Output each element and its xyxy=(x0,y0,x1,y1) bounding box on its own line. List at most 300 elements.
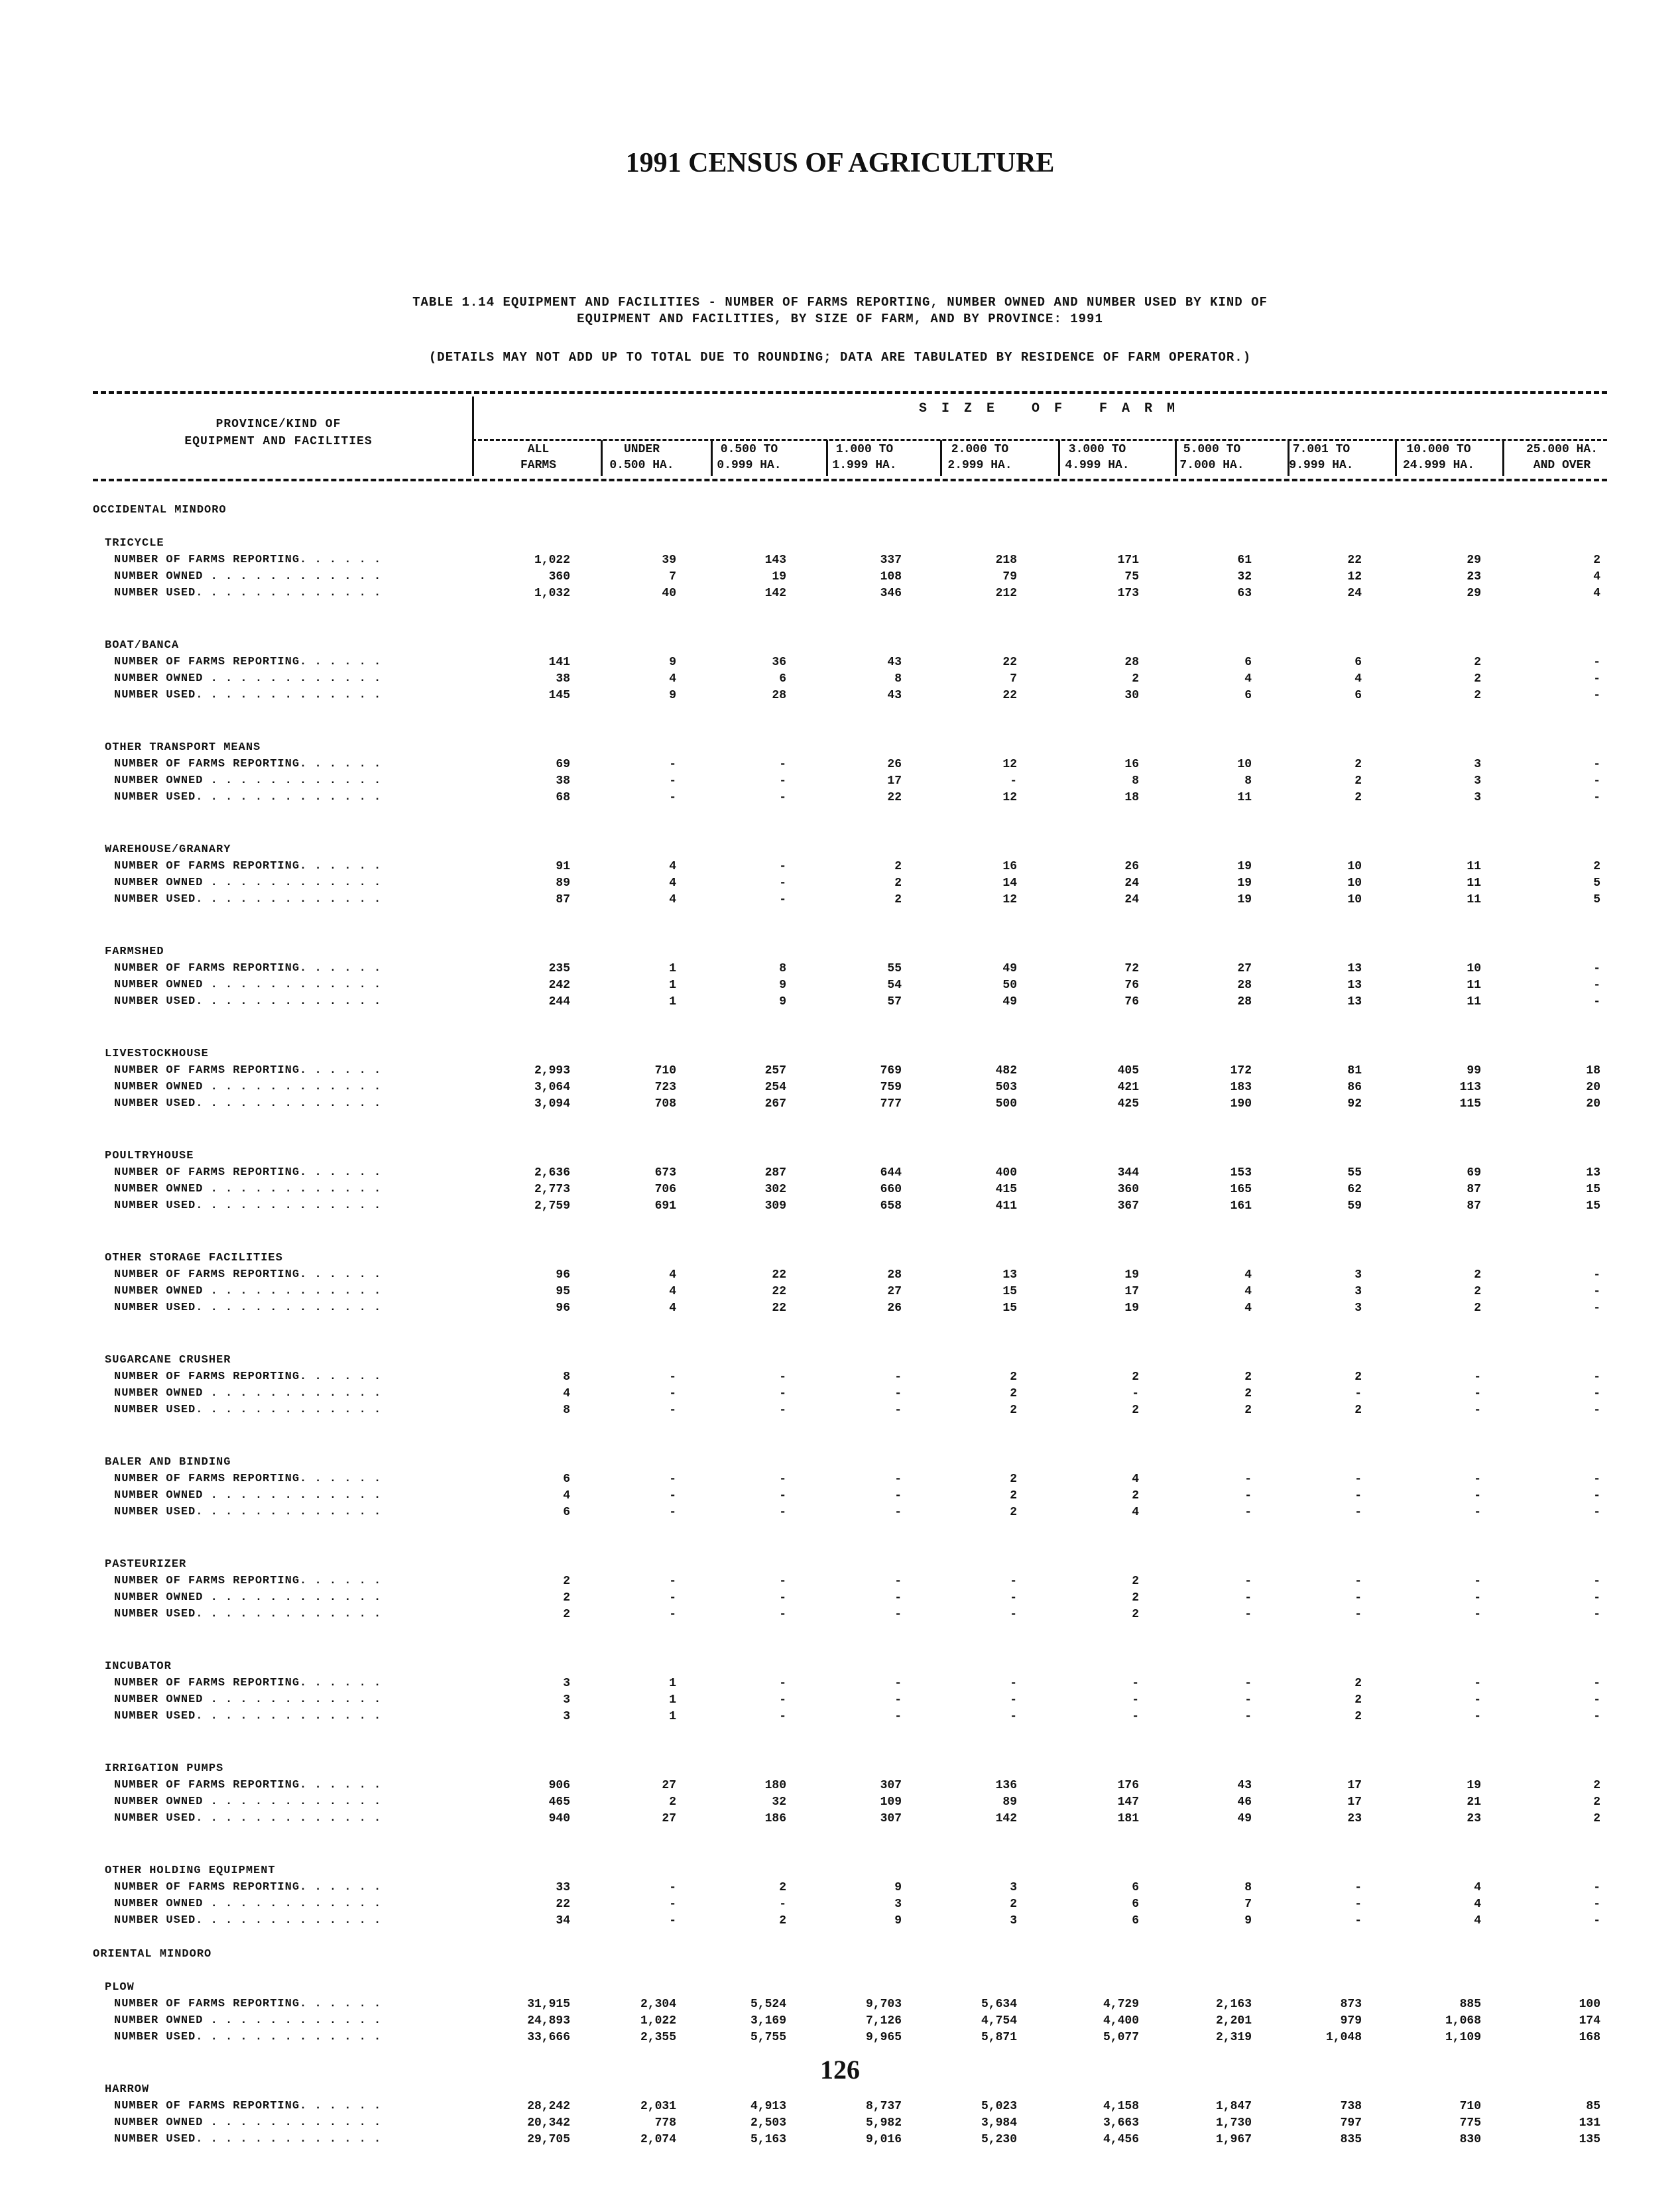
table-cell: 20 xyxy=(1586,1097,1600,1111)
table-cell: 153 xyxy=(1230,1166,1252,1180)
stub-header-line-2: EQUIPMENT AND FACILITIES xyxy=(184,435,373,448)
table-cell: - xyxy=(669,758,676,771)
table-cell: 26 xyxy=(887,758,902,771)
table-cell: 22 xyxy=(887,791,902,804)
table-cell: 2 xyxy=(1474,1268,1481,1282)
column-header xyxy=(699,442,799,473)
table-cell: 9,965 xyxy=(865,2031,902,2044)
table-cell: 24,893 xyxy=(527,2014,570,2028)
table-cell: 5 xyxy=(1593,877,1600,890)
table-cell: 49 xyxy=(1002,962,1017,975)
table-cell: 75 xyxy=(1124,570,1139,583)
row-label-owned: NUMBER OWNED . . . . . . . . . . . . xyxy=(114,877,382,889)
table-cell: 2 xyxy=(669,1795,676,1809)
table-cell: 147 xyxy=(1117,1795,1139,1809)
table-cell: 2 xyxy=(1132,1591,1139,1605)
column-header-line1: 0.500 TO xyxy=(720,443,778,456)
table-cell: 2 xyxy=(1474,656,1481,669)
table-cell: - xyxy=(1593,758,1600,771)
table-cell: 6 xyxy=(779,672,786,686)
table-cell: 69 xyxy=(556,758,570,771)
column-divider xyxy=(1288,440,1290,476)
table-cell: 115 xyxy=(1459,1097,1481,1111)
table-cell: - xyxy=(669,791,676,804)
table-cell: 2 xyxy=(1474,1302,1481,1315)
column-divider xyxy=(472,396,474,476)
table-cell: 2 xyxy=(1132,1608,1139,1621)
equipment-group-title: PASTEURIZER xyxy=(105,1558,187,1571)
table-cell: 244 xyxy=(548,995,570,1008)
column-divider xyxy=(1175,440,1177,476)
table-cell: 22 xyxy=(556,1898,570,1911)
table-cell: - xyxy=(1593,1285,1600,1298)
table-cell: 19 xyxy=(772,570,786,583)
table-cell: - xyxy=(669,1387,676,1400)
table-cell: 5,871 xyxy=(981,2031,1017,2044)
table-cell: 4,400 xyxy=(1103,2014,1139,2028)
column-header-line2: FARMS xyxy=(520,459,556,472)
table-cell: 4 xyxy=(1474,1881,1481,1894)
table-cell: 19 xyxy=(1467,1779,1481,1792)
table-cell: 29 xyxy=(1467,587,1481,600)
table-cell: - xyxy=(1010,1608,1017,1621)
table-cell: 87 xyxy=(556,893,570,906)
table-cell: 4 xyxy=(669,672,676,686)
table-cell: 9 xyxy=(669,689,676,702)
row-label-reporting: NUMBER OF FARMS REPORTING. . . . . . xyxy=(114,1881,382,1894)
table-cell: - xyxy=(1593,774,1600,788)
table-cell: - xyxy=(1474,1710,1481,1723)
table-cell: 9 xyxy=(779,995,786,1008)
equipment-group-title: SUGARCANE CRUSHER xyxy=(105,1354,231,1367)
table-cell: 411 xyxy=(995,1199,1017,1213)
table-cell: 2,773 xyxy=(534,1183,570,1196)
table-cell: 4,754 xyxy=(981,2014,1017,2028)
table-cell: 415 xyxy=(995,1183,1017,1196)
table-cell: 2 xyxy=(1010,1387,1017,1400)
table-cell: 96 xyxy=(556,1302,570,1315)
table-cell: 31,915 xyxy=(527,1998,570,2011)
table-cell: 85 xyxy=(1586,2100,1600,2113)
table-cell: - xyxy=(1354,1575,1362,1588)
table-cell: 660 xyxy=(880,1183,902,1196)
table-cell: 1,847 xyxy=(1215,2100,1252,2113)
row-label-reporting: NUMBER OF FARMS REPORTING. . . . . . xyxy=(114,962,382,975)
row-label-owned: NUMBER OWNED . . . . . . . . . . . . xyxy=(114,774,382,787)
table-cell: 2,636 xyxy=(534,1166,570,1180)
table-cell: 1 xyxy=(669,962,676,975)
size-header-rule xyxy=(472,439,1607,441)
table-cell: - xyxy=(1593,1506,1600,1519)
table-cell: 89 xyxy=(1002,1795,1017,1809)
table-cell: 23 xyxy=(1467,1812,1481,1825)
table-cell: - xyxy=(779,1387,786,1400)
column-divider xyxy=(1395,440,1397,476)
table-cell: 16 xyxy=(1124,758,1139,771)
table-cell: 190 xyxy=(1230,1097,1252,1111)
table-cell: - xyxy=(669,1575,676,1588)
table-cell: 10 xyxy=(1237,758,1252,771)
table-cell: - xyxy=(894,1677,902,1690)
table-cell: 108 xyxy=(880,570,902,583)
row-label-reporting: NUMBER OF FARMS REPORTING. . . . . . xyxy=(114,1779,382,1792)
table-cell: 309 xyxy=(764,1199,786,1213)
table-cell: - xyxy=(1010,774,1017,788)
table-cell: 2 xyxy=(894,860,902,873)
table-cell: 113 xyxy=(1459,1081,1481,1094)
column-header-line1: 10.000 TO xyxy=(1406,443,1471,456)
table-cell: 28,242 xyxy=(527,2100,570,2113)
equipment-group-title: WAREHOUSE/GRANARY xyxy=(105,843,231,856)
table-cell: 2,993 xyxy=(534,1064,570,1077)
table-cell: 131 xyxy=(1579,2116,1600,2130)
row-label-reporting: NUMBER OF FARMS REPORTING. . . . . . xyxy=(114,2100,382,2112)
row-label-owned: NUMBER OWNED . . . . . . . . . . . . xyxy=(114,1591,382,1604)
table-cell: - xyxy=(779,1710,786,1723)
table-cell: - xyxy=(779,1591,786,1605)
table-cell: 4,456 xyxy=(1103,2133,1139,2146)
table-cell: - xyxy=(1354,1608,1362,1621)
table-cell: 4 xyxy=(563,1387,570,1400)
table-cell: 5,023 xyxy=(981,2100,1017,2113)
table-cell: 1,068 xyxy=(1445,2014,1481,2028)
column-header-line2: 9.999 HA. xyxy=(1289,459,1354,472)
row-label-used: NUMBER USED. . . . . . . . . . . . . xyxy=(114,1812,382,1825)
table-cell: 4 xyxy=(669,1302,676,1315)
size-of-farm-header: SIZE OF FARM xyxy=(918,401,1190,416)
column-header xyxy=(1386,442,1492,473)
table-cell: 9 xyxy=(1244,1914,1252,1927)
table-cell: - xyxy=(1593,1914,1600,1927)
table-cell: 46 xyxy=(1237,1795,1252,1809)
table-cell: 367 xyxy=(1117,1199,1139,1213)
table-cell: 63 xyxy=(1237,587,1252,600)
table-cell: 7 xyxy=(1244,1898,1252,1911)
table-cell: 19 xyxy=(1124,1302,1139,1315)
table-cell: 29,705 xyxy=(527,2133,570,2146)
table-cell: 3,094 xyxy=(534,1097,570,1111)
row-label-reporting: NUMBER OF FARMS REPORTING. . . . . . xyxy=(114,1575,382,1587)
table-cell: - xyxy=(1593,1608,1600,1621)
table-cell: 2 xyxy=(1593,860,1600,873)
table-cell: 287 xyxy=(764,1166,786,1180)
table-cell: 1,048 xyxy=(1325,2031,1362,2044)
table-cell: - xyxy=(1354,1387,1362,1400)
table-cell: 778 xyxy=(654,2116,676,2130)
table-cell: 1,109 xyxy=(1445,2031,1481,2044)
table-cell: - xyxy=(894,1370,902,1384)
table-cell: 10 xyxy=(1467,962,1481,975)
table-cell: 8,737 xyxy=(865,2100,902,2113)
table-cell: 28 xyxy=(887,1268,902,1282)
table-cell: 691 xyxy=(654,1199,676,1213)
table-cell: 27 xyxy=(662,1812,676,1825)
table-cell: 92 xyxy=(1347,1097,1362,1111)
table-cell: - xyxy=(669,1608,676,1621)
table-cell: 2 xyxy=(1244,1370,1252,1384)
table-cell: 2 xyxy=(1010,1404,1017,1417)
table-cell: 2,319 xyxy=(1215,2031,1252,2044)
caption-line-2: EQUIPMENT AND FACILITIES, BY SIZE OF FARM, AND BY PROVINCE: 1991 xyxy=(577,312,1103,326)
table-cell: 3,064 xyxy=(534,1081,570,1094)
row-label-reporting: NUMBER OF FARMS REPORTING. . . . . . xyxy=(114,1677,382,1689)
table-cell: 235 xyxy=(548,962,570,975)
table-cell: - xyxy=(1593,1473,1600,1486)
row-label-used: NUMBER USED. . . . . . . . . . . . . xyxy=(114,1404,382,1416)
equipment-group-title: IRRIGATION PUMPS xyxy=(105,1762,224,1775)
table-cell: - xyxy=(779,1677,786,1690)
table-cell: 2 xyxy=(894,893,902,906)
column-header xyxy=(1162,442,1262,473)
table-cell: 658 xyxy=(880,1199,902,1213)
table-cell: - xyxy=(1010,1575,1017,1588)
table-cell: 1,022 xyxy=(640,2014,676,2028)
table-cell: 4 xyxy=(563,1489,570,1502)
table-cell: 5 xyxy=(1593,893,1600,906)
table-cell: 2 xyxy=(894,877,902,890)
table-cell: 254 xyxy=(764,1081,786,1094)
table-cell: 96 xyxy=(556,1268,570,1282)
table-cell: 8 xyxy=(779,962,786,975)
table-cell: - xyxy=(1354,1473,1362,1486)
table-cell: - xyxy=(1244,1489,1252,1502)
row-label-reporting: NUMBER OF FARMS REPORTING. . . . . . xyxy=(114,860,382,873)
table-cell: 4 xyxy=(1474,1914,1481,1927)
table-cell: - xyxy=(1132,1710,1139,1723)
table-cell: 62 xyxy=(1347,1183,1362,1196)
table-cell: 168 xyxy=(1579,2031,1600,2044)
table-cell: 1 xyxy=(669,979,676,992)
table-cell: 19 xyxy=(1237,893,1252,906)
table-cell: - xyxy=(669,1591,676,1605)
table-cell: 10 xyxy=(1347,893,1362,906)
table-cell: 23 xyxy=(1467,570,1481,583)
table-cell: 4,913 xyxy=(750,2100,786,2113)
table-cell: 14 xyxy=(1002,877,1017,890)
table-cell: - xyxy=(1354,1898,1362,1911)
table-cell: 4 xyxy=(669,893,676,906)
equipment-group-title: FARMSHED xyxy=(105,945,164,958)
table-cell: - xyxy=(1474,1693,1481,1707)
table-cell: 4 xyxy=(1354,672,1362,686)
row-label-used: NUMBER USED. . . . . . . . . . . . . xyxy=(114,689,382,701)
table-cell: - xyxy=(779,758,786,771)
table-cell: 11 xyxy=(1467,893,1481,906)
table-cell: 20,342 xyxy=(527,2116,570,2130)
table-cell: 8 xyxy=(894,672,902,686)
table-cell: 172 xyxy=(1230,1064,1252,1077)
table-cell: 1 xyxy=(669,1693,676,1707)
column-divider xyxy=(1058,440,1060,476)
table-cell: 12 xyxy=(1347,570,1362,583)
table-cell: 17 xyxy=(887,774,902,788)
table-cell: 940 xyxy=(548,1812,570,1825)
table-cell: 27 xyxy=(887,1285,902,1298)
table-cell: 79 xyxy=(1002,570,1017,583)
table-cell: 15 xyxy=(1002,1302,1017,1315)
table-cell: 2 xyxy=(563,1608,570,1621)
table-cell: - xyxy=(1354,1591,1362,1605)
table-cell: - xyxy=(1593,979,1600,992)
equipment-group-title: OTHER TRANSPORT MEANS xyxy=(105,741,261,754)
column-divider xyxy=(711,440,713,476)
table-cell: 710 xyxy=(654,1064,676,1077)
table-cell: 2 xyxy=(1593,554,1600,567)
table-cell: 8 xyxy=(1244,774,1252,788)
table-cell: - xyxy=(1593,791,1600,804)
table-cell: 4 xyxy=(1244,1302,1252,1315)
table-cell: - xyxy=(669,1489,676,1502)
table-cell: 2 xyxy=(1132,1404,1139,1417)
table-cell: - xyxy=(779,1575,786,1588)
table-cell: 873 xyxy=(1340,1998,1362,2011)
table-cell: 2 xyxy=(1474,672,1481,686)
table-cell: 176 xyxy=(1117,1779,1139,1792)
table-cell: - xyxy=(1593,1404,1600,1417)
table-cell: 2,355 xyxy=(640,2031,676,2044)
column-divider xyxy=(940,440,942,476)
equipment-group-title: BALER AND BINDING xyxy=(105,1456,231,1469)
table-cell: - xyxy=(1593,1693,1600,1707)
table-cell: - xyxy=(669,1898,676,1911)
table-cell: - xyxy=(779,774,786,788)
table-cell: 50 xyxy=(1002,979,1017,992)
table-cell: 49 xyxy=(1002,995,1017,1008)
table-cell: 33,666 xyxy=(527,2031,570,2044)
column-header-line1: ALL xyxy=(527,443,550,456)
table-cell: 18 xyxy=(1586,1064,1600,1077)
column-divider xyxy=(826,440,828,476)
table-cell: - xyxy=(779,877,786,890)
table-cell: 183 xyxy=(1230,1081,1252,1094)
table-cell: 3,984 xyxy=(981,2116,1017,2130)
table-cell: 11 xyxy=(1467,979,1481,992)
column-header xyxy=(815,442,914,473)
table-cell: 4 xyxy=(1244,1285,1252,1298)
row-label-reporting: NUMBER OF FARMS REPORTING. . . . . . xyxy=(114,1166,382,1179)
table-cell: 4 xyxy=(1132,1473,1139,1486)
table-cell: - xyxy=(1010,1591,1017,1605)
table-cell: 12 xyxy=(1002,791,1017,804)
equipment-group-title: BOAT/BANCA xyxy=(105,639,180,652)
table-cell: 2 xyxy=(1010,1506,1017,1519)
table-cell: 7 xyxy=(669,570,676,583)
row-label-owned: NUMBER OWNED . . . . . . . . . . . . xyxy=(114,1489,382,1502)
table-cell: - xyxy=(1132,1677,1139,1690)
table-cell: 6 xyxy=(1132,1898,1139,1911)
table-cell: - xyxy=(1010,1677,1017,1690)
table-cell: - xyxy=(779,1489,786,1502)
table-cell: - xyxy=(1354,1881,1362,1894)
table-cell: 15 xyxy=(1586,1199,1600,1213)
table-cell: 9 xyxy=(669,656,676,669)
table-cell: 19 xyxy=(1237,877,1252,890)
table-cell: 2 xyxy=(1132,672,1139,686)
row-label-used: NUMBER USED. . . . . . . . . . . . . xyxy=(114,2133,382,2146)
table-cell: 28 xyxy=(1237,979,1252,992)
table-cell: - xyxy=(1354,1506,1362,1519)
row-label-reporting: NUMBER OF FARMS REPORTING. . . . . . xyxy=(114,1064,382,1077)
table-cell: 2 xyxy=(1354,1677,1362,1690)
table-cell: 421 xyxy=(1117,1081,1139,1094)
table-cell: - xyxy=(1244,1677,1252,1690)
row-label-reporting: NUMBER OF FARMS REPORTING. . . . . . xyxy=(114,656,382,668)
table-cell: 143 xyxy=(764,554,786,567)
column-header-line2: 24.999 HA. xyxy=(1402,459,1475,472)
table-cell: 8 xyxy=(563,1404,570,1417)
table-cell: - xyxy=(1593,1677,1600,1690)
table-cell: - xyxy=(1474,1404,1481,1417)
table-cell: - xyxy=(894,1489,902,1502)
table-cell: 830 xyxy=(1459,2133,1481,2146)
table-top-rule xyxy=(93,391,1607,394)
table-cell: 2 xyxy=(1593,1779,1600,1792)
table-cell: - xyxy=(1593,1881,1600,1894)
table-cell: 2 xyxy=(1354,1370,1362,1384)
table-cell: 3 xyxy=(1354,1302,1362,1315)
table-cell: 9,703 xyxy=(865,1998,902,2011)
table-cell: 2 xyxy=(1474,1285,1481,1298)
table-cell: - xyxy=(894,1608,902,1621)
table-cell: 99 xyxy=(1467,1064,1481,1077)
table-cell: 55 xyxy=(1347,1166,1362,1180)
table-cell: 11 xyxy=(1467,995,1481,1008)
column-divider xyxy=(601,440,603,476)
table-cell: 212 xyxy=(995,587,1017,600)
table-cell: 3 xyxy=(563,1693,570,1707)
table-cell: - xyxy=(1474,1489,1481,1502)
table-cell: 100 xyxy=(1579,1998,1600,2011)
table-cell: 68 xyxy=(556,791,570,804)
table-cell: 2 xyxy=(563,1591,570,1605)
table-cell: 22 xyxy=(772,1268,786,1282)
table-cell: 22 xyxy=(1347,554,1362,567)
table-cell: 3 xyxy=(894,1898,902,1911)
equipment-group-title: HARROW xyxy=(105,2083,150,2096)
table-cell: 4 xyxy=(1244,672,1252,686)
table-cell: 54 xyxy=(887,979,902,992)
table-cell: 15 xyxy=(1002,1285,1017,1298)
table-cell: 18 xyxy=(1124,791,1139,804)
table-cell: 13 xyxy=(1002,1268,1017,1282)
table-cell: 2,503 xyxy=(750,2116,786,2130)
table-cell: 13 xyxy=(1586,1166,1600,1180)
table-cell: 2 xyxy=(1010,1473,1017,1486)
table-cell: 27 xyxy=(662,1779,676,1792)
table-cell: - xyxy=(1593,1898,1600,1911)
table-cell: 6 xyxy=(1354,656,1362,669)
table-cell: 16 xyxy=(1002,860,1017,873)
table-cell: 6 xyxy=(1132,1914,1139,1927)
table-cell: - xyxy=(1244,1575,1252,1588)
table-cell: 2 xyxy=(1474,689,1481,702)
table-cell: 5,524 xyxy=(750,1998,786,2011)
table-cell: 15 xyxy=(1586,1183,1600,1196)
table-cell: 69 xyxy=(1467,1166,1481,1180)
table-cell: 3 xyxy=(1474,791,1481,804)
table-cell: 2,201 xyxy=(1215,2014,1252,2028)
table-cell: 2 xyxy=(1593,1812,1600,1825)
table-cell: 13 xyxy=(1347,995,1362,1008)
table-cell: 2 xyxy=(1354,758,1362,771)
column-header-line1: 7.001 TO xyxy=(1292,443,1350,456)
table-cell: 57 xyxy=(887,995,902,1008)
province-title: OCCIDENTAL MINDORO xyxy=(93,504,227,517)
column-header-line1: 2.000 TO xyxy=(951,443,1009,456)
row-label-used: NUMBER USED. . . . . . . . . . . . . xyxy=(114,1199,382,1212)
table-cell: - xyxy=(779,893,786,906)
table-cell: 81 xyxy=(1347,1064,1362,1077)
